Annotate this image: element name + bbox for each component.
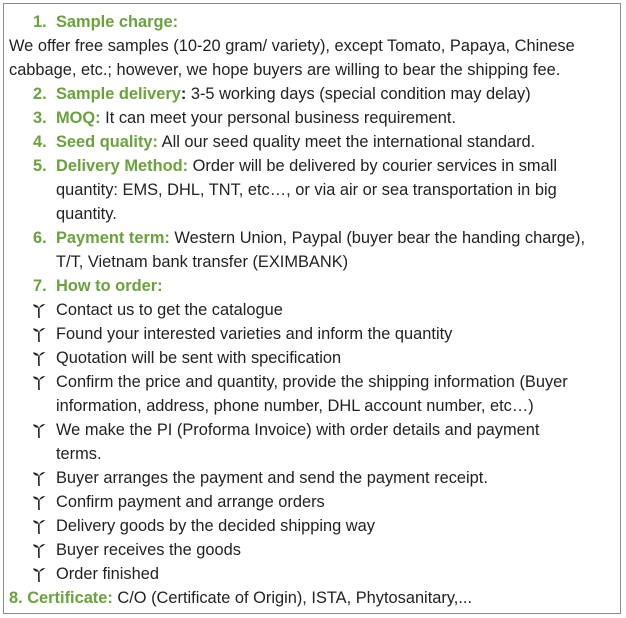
- seedling-icon: [31, 519, 47, 535]
- order-step-text: We make the PI (Proforma Invoice) with order details and payment: [56, 421, 540, 439]
- numbered-item: [9, 10, 621, 34]
- seedling-icon: [31, 303, 47, 319]
- order-step-text: Buyer receives the goods: [56, 541, 241, 559]
- item-heading: Payment term:: [56, 229, 170, 247]
- order-step: [9, 562, 621, 586]
- item-continuation: T/T, Vietnam bank transfer (EXIMBANK): [56, 253, 349, 271]
- order-step: [9, 346, 621, 370]
- order-step: [9, 370, 621, 394]
- item-number: 6.: [33, 229, 47, 247]
- order-step-text: Buyer arranges the payment and send the payment receipt.: [56, 469, 488, 487]
- order-step-text: Confirm the price and quantity, provide the shipping information (Buyer: [56, 373, 568, 391]
- order-step-continuation: terms.: [56, 445, 102, 463]
- item-text: 3-5 working days (special condition may delay): [186, 85, 531, 103]
- item-heading: Sample delivery: [56, 85, 181, 103]
- order-step: [9, 466, 621, 490]
- order-step: [9, 538, 621, 562]
- item-number: 5.: [33, 157, 47, 175]
- numbered-item: [9, 106, 621, 130]
- certificate-item: [9, 586, 621, 610]
- certificate-text: C/O (Certificate of Origin), ISTA, Phytosanitary,...: [112, 589, 473, 607]
- item-heading: MOQ:: [56, 109, 101, 127]
- seedling-icon: [31, 351, 47, 367]
- numbered-item: [9, 226, 621, 250]
- item-colon: :: [180, 85, 187, 103]
- order-step: [9, 490, 621, 514]
- order-step-text: Contact us to get the catalogue: [56, 301, 283, 319]
- item-heading: How to order:: [56, 277, 163, 295]
- order-step-text: Delivery goods by the decided shipping way: [56, 517, 375, 535]
- order-step: [9, 298, 621, 322]
- item-text: All our seed quality meet the international standard.: [158, 133, 536, 151]
- item-continuation: quantity.: [56, 205, 117, 223]
- body-text-line: cabbage, etc.; however, we hope buyers are willing to bear the shipping fee.: [9, 61, 561, 79]
- order-step-continuation: information, address, phone number, DHL account number, etc…): [56, 397, 534, 415]
- order-step: [9, 514, 621, 538]
- item-heading: Sample charge:: [56, 13, 179, 31]
- item-text: It can meet your personal business requirement.: [100, 109, 456, 127]
- item-heading: Seed quality:: [56, 133, 159, 151]
- numbered-item: [9, 274, 621, 298]
- content: [9, 10, 621, 610]
- item-continuation: quantity: EMS, DHL, TNT, etc…, or via air or sea transportation in big: [56, 181, 557, 199]
- item-number: 1.: [33, 13, 47, 31]
- numbered-item: [9, 130, 621, 154]
- order-step-text: Order finished: [56, 565, 159, 583]
- numbered-item: [9, 82, 621, 106]
- seedling-icon: [31, 327, 47, 343]
- numbered-item: [9, 154, 621, 178]
- item-number: 2.: [33, 85, 47, 103]
- order-step-text: Quotation will be sent with specification: [56, 349, 342, 367]
- item-number: 4.: [33, 133, 47, 151]
- order-step: [9, 418, 621, 442]
- item-text: Order will be delivered by courier services in small: [188, 157, 557, 175]
- info-panel: [3, 3, 621, 614]
- seedling-icon: [31, 567, 47, 583]
- certificate-heading: 8. Certificate:: [9, 589, 113, 607]
- item-heading: Delivery Method:: [56, 157, 189, 175]
- order-step-text: Found your interested varieties and inform the quantity: [56, 325, 453, 343]
- seedling-icon: [31, 375, 47, 391]
- order-step: [9, 322, 621, 346]
- seedling-icon: [31, 423, 47, 439]
- item-number: 3.: [33, 109, 47, 127]
- seedling-icon: [31, 543, 47, 559]
- seedling-icon: [31, 495, 47, 511]
- body-text-line: We offer free samples (10-20 gram/ variety), except Tomato, Papaya, Chinese: [9, 37, 575, 55]
- order-step-text: Confirm payment and arrange orders: [56, 493, 325, 511]
- item-number: 7.: [33, 277, 47, 295]
- seedling-icon: [31, 471, 47, 487]
- item-text: Western Union, Paypal (buyer bear the handing charge),: [169, 229, 586, 247]
